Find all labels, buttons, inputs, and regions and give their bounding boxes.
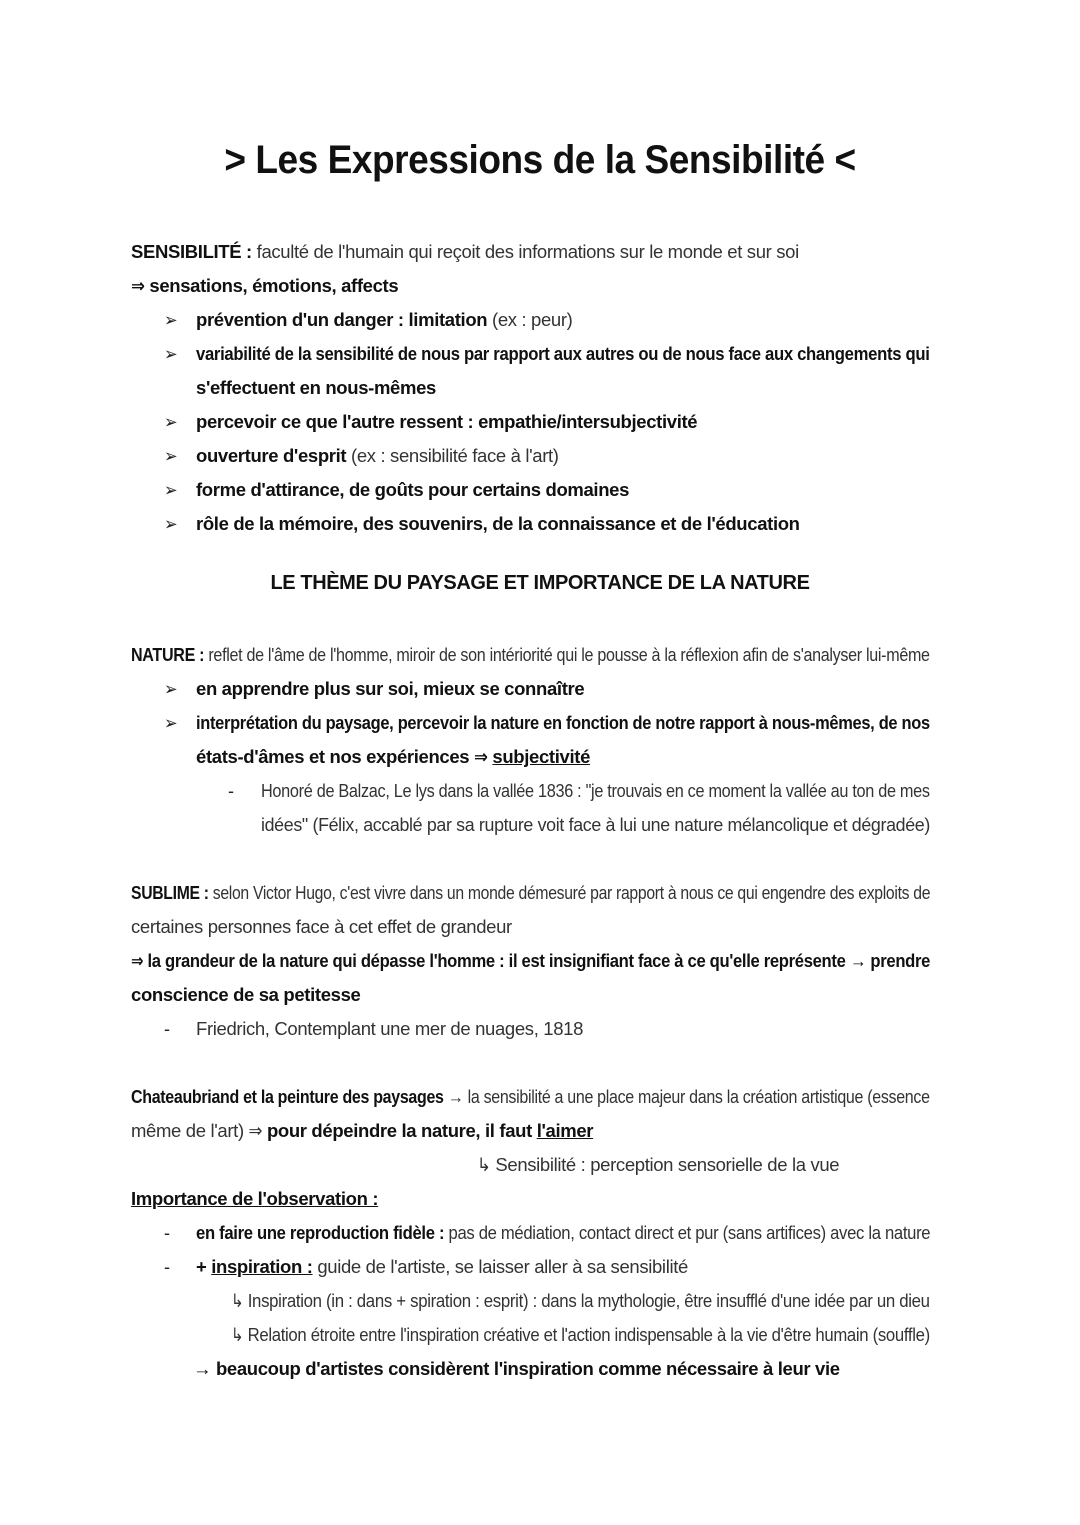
sublime-arrow-continuation: conscience de sa petitesse [131,984,361,1005]
subjectivite-term: subjectivité [492,746,591,767]
list-item: prévention d'un danger : limitation (ex : peur) [196,309,573,330]
bullet-arrow-icon: ➢ [164,446,178,466]
bullet-arrow-icon: ➢ [164,514,178,534]
list-item: rôle de la mémoire, des souvenirs, de la connaissance et de l'éducation [196,513,800,534]
list-item: percevoir ce que l'autre ressent : empathie/intersubjectivité [196,411,698,432]
list-item: + inspiration : guide de l'artiste, se laisser aller à sa sensibilité [196,1256,688,1277]
chateaubriand-paragraph: Chateaubriand et la peinture des paysages → la sensibilité a une place majeur dans la création artistique (essence [131,1086,930,1107]
sensibilite-definition: SENSIBILITÉ : faculté de l'humain qui reçoit des informations sur le monde et sur soi [131,241,799,262]
sublime-label: SUBLIME : [131,882,209,903]
sublime-definition-continuation: certaines personnes face à cet effet de grandeur [131,916,512,937]
inspiration-term: inspiration : [211,1256,313,1277]
list-item: variabilité de la sensibilité de nous par rapport aux autres ou de nous face aux changements qui [196,343,930,364]
dash-bullet: - [228,781,234,801]
conclusion-line: → beaucoup d'artistes considèrent l'inspiration comme nécessaire à leur vie [193,1358,840,1379]
sensibilite-label: SENSIBILITÉ : [131,241,252,262]
sublime-arrow-line: ⇒ la grandeur de la nature qui dépasse l'homme : il est insignifiant face à ce qu'elle représente → prendre [131,950,931,971]
inspiration-subnote: ↳ Relation étroite entre l'inspiration créative et l'action indispensable à la vie d'être humain (souffle) [231,1324,930,1345]
section-heading: LE THÈME DU PAYSAGE ET IMPORTANCE DE LA NATURE [270,572,810,594]
list-item: ouverture d'esprit (ex : sensibilité face à l'art) [196,445,559,466]
example-artwork: Friedrich, Contemplant une mer de nuages, 1818 [196,1018,584,1039]
list-item: en apprendre plus sur soi, mieux se connaître [196,678,585,699]
dash-bullet: - [164,1019,170,1039]
bullet-arrow-icon: ➢ [164,412,178,432]
list-item: en faire une reproduction fidèle : pas de médiation, contact direct et pur (sans artifices) avec la nature [196,1222,931,1243]
list-item-continuation: s'effectuent en nous-mêmes [196,377,436,398]
list-item: interprétation du paysage, percevoir la nature en fonction de notre rapport à nous-mêmes, de nos [196,712,930,733]
dash-bullet: - [164,1257,170,1277]
sensibilite-subnote: ↳ Sensibilité : perception sensorielle de la vue [477,1154,840,1175]
list-item-continuation: états-d'âmes et nos expériences ⇒ subjectivité [196,746,591,767]
inspiration-subnote: ↳ Inspiration (in : dans + spiration : esprit) : dans la mythologie, être insufflé d'une idée par un dieu [231,1290,930,1311]
bullet-arrow-icon: ➢ [164,679,178,699]
example-quote: Honoré de Balzac, Le lys dans la vallée 1836 : "je trouvais en ce moment la vallée au ton de mes [261,780,930,801]
nature-label: NATURE : [131,644,205,665]
nature-definition: NATURE : reflet de l'âme de l'homme, miroir de son intériorité qui le pousse à la réflexion afin de s'analyser lui-même [131,644,930,665]
chateaubriand-paragraph-continuation: même de l'art) ⇒ pour dépeindre la nature, il faut l'aimer [131,1120,594,1141]
aimer-term: l'aimer [536,1120,594,1141]
bullet-arrow-icon: ➢ [164,310,178,330]
page-title: > Les Expressions de la Sensibilité < [224,138,856,182]
sensibilite-arrow-line: ⇒ sensations, émotions, affects [131,275,399,296]
bullet-arrow-icon: ➢ [164,713,178,733]
list-item: forme d'attirance, de goûts pour certains domaines [196,479,630,500]
sublime-definition: SUBLIME : selon Victor Hugo, c'est vivre dans un monde démesuré par rapport à nous ce qui engendre des exploits de [131,882,931,903]
dash-bullet: - [164,1223,170,1243]
bullet-arrow-icon: ➢ [164,480,178,500]
example-quote-continuation: idées" (Félix, accablé par sa rupture voit face à lui une nature mélancolique et dégradée) [261,814,930,835]
bullet-arrow-icon: ➢ [164,344,178,364]
observation-heading: Importance de l'observation : [131,1188,379,1209]
